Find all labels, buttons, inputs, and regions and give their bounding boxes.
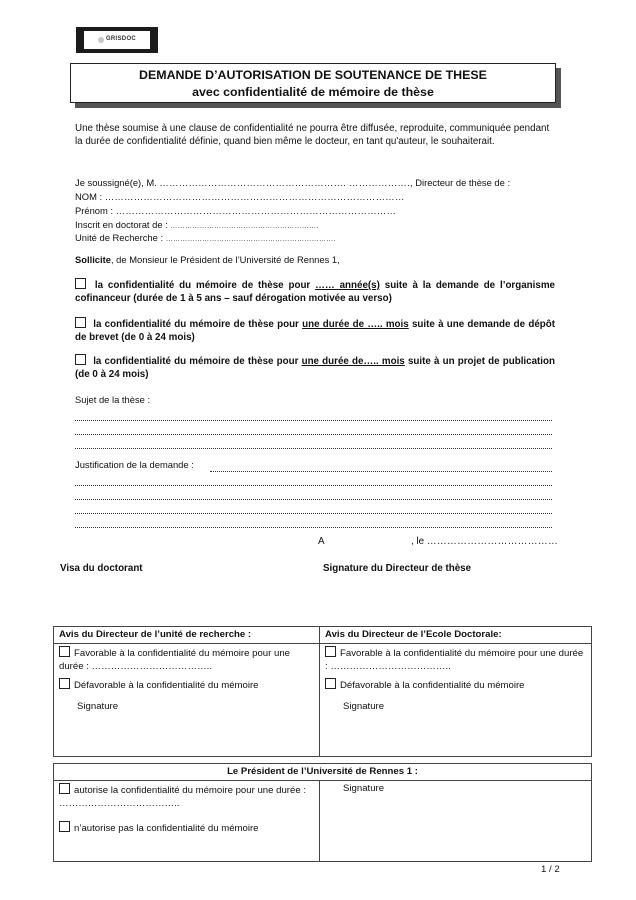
page-number: 1 / 2 (541, 864, 560, 875)
prenom-label: Prénom : (75, 205, 114, 216)
checkbox-publication[interactable] (75, 354, 86, 365)
checkbox-autorise[interactable] (59, 783, 70, 794)
avis-ecole-signature: Signature (343, 700, 385, 712)
sujet-dotline[interactable] (75, 434, 552, 436)
avis-ecole-header: Avis du Directeur de l’Ecole Doctorale: (320, 627, 592, 644)
title-box (70, 63, 556, 103)
avis-unite-header: Avis du Directeur de l’unité de recherche : (54, 627, 320, 644)
sollicite-bold: Sollicite (75, 254, 111, 265)
soussigne-line (75, 177, 510, 189)
prenom-line (75, 205, 396, 217)
option-brevet (75, 317, 555, 344)
logo (76, 27, 158, 53)
president-nautorise (59, 821, 314, 835)
president-signature-cell (320, 781, 592, 862)
checkbox-unite-defavorable[interactable] (59, 678, 70, 689)
checkbox-brevet[interactable] (75, 317, 86, 328)
justification-dotline[interactable] (210, 471, 552, 473)
checkbox-nautorise[interactable] (59, 821, 70, 832)
avis-unite-cell (54, 644, 320, 757)
soussigne-field[interactable]: …………………………………………………. ………………. (159, 177, 411, 188)
option-publication (75, 354, 555, 381)
soussigne-label: Je soussigné(e), M. (75, 177, 157, 188)
justification-dotline[interactable] (75, 527, 552, 529)
justification-label-line (75, 459, 194, 471)
title-line-1: DEMANDE D’AUTORISATION DE SOUTENANCE DE THESE (139, 68, 487, 82)
justification-dotline[interactable] (75, 499, 552, 501)
logo-mark-icon (98, 37, 104, 43)
visa-doctorant: Visa du doctorant (60, 563, 143, 574)
nom-label: NOM : (75, 191, 103, 202)
option-duration-field[interactable]: une durée de ….. mois (302, 319, 409, 330)
president-signature: Signature (343, 783, 385, 795)
unite-line (75, 232, 336, 244)
checkbox-cofinanceur[interactable] (75, 278, 86, 289)
avis-unite-defavorable (59, 678, 314, 692)
title-line-2: avec confidentialité de mémoire de thèse (192, 85, 434, 99)
intro-paragraph: Une thèse soumise à une clause de confidentialité ne pourra être diffusée, reproduite, communiquée pendant la durée de confidentialité définie, quand bien même le docteur, en tant qu'auteur, le souhaiterait. (75, 123, 550, 147)
option-text-a: la confidentialité du mémoire de thèse pour (93, 319, 303, 330)
president-table (53, 763, 592, 862)
sollicite-line (75, 254, 340, 266)
inscrit-label: Inscrit en doctorat de : (75, 219, 168, 230)
defavorable-text: Défavorable à la confidentialité du mémoire (74, 680, 259, 692)
unite-label: Unité de Recherche : (75, 232, 164, 243)
signature-directeur: Signature du Directeur de thèse (323, 563, 472, 574)
avis-unite-signature: Signature (77, 700, 119, 712)
option-duration-field[interactable]: …… année(s) (315, 280, 380, 291)
option-text-b: suite à la demande de l’organisme cofinanceur (durée de 1 à 5 ans – sauf dérogation motivée au verso) (75, 280, 555, 304)
avis-ecole-defavorable (325, 678, 586, 692)
checkbox-ecole-defavorable[interactable] (325, 678, 336, 689)
president-decision-cell (54, 781, 320, 862)
date-field[interactable]: ………………………………… (426, 536, 559, 547)
justification-label: Justification de la demande : (75, 459, 194, 470)
inscrit-field[interactable]: ……………………………………………………. (170, 223, 319, 230)
option-text-b: suite à un projet de publication (de 0 à 24 mois) (75, 356, 555, 380)
avis-table (53, 626, 592, 757)
checkbox-unite-favorable[interactable] (59, 646, 70, 657)
prenom-field[interactable]: …………………………………………………………………………… (115, 205, 397, 216)
president-autorise (59, 783, 314, 810)
unite-field[interactable]: ……………………………………………………………. (165, 236, 336, 243)
favorable-text: Favorable à la confidentialité du mémoire pour une durée : ……………………………….. (59, 648, 290, 672)
place-label: A (318, 536, 325, 547)
sollicite-rest: , de Monsieur le Président de l’Université de Rennes 1, (110, 254, 340, 265)
option-text-b: suite à une demande de dépôt de brevet (de 0 à 24 mois) (75, 319, 555, 343)
president-header: Le Président de l’Université de Rennes 1 : (54, 764, 592, 781)
sujet-dotline[interactable] (75, 448, 552, 450)
option-cofinanceur (75, 278, 555, 305)
avis-ecole-cell (320, 644, 592, 757)
date-label: , le (411, 536, 425, 547)
sujet-dotline[interactable] (75, 420, 552, 422)
nom-line (75, 191, 405, 203)
avis-unite-favorable (59, 646, 314, 673)
date-line (411, 536, 558, 549)
nom-field[interactable]: ………………………………………………………………………………… (104, 191, 405, 202)
option-text-a: la confidentialité du mémoire de thèse pour (94, 280, 316, 291)
justification-dotline[interactable] (75, 513, 552, 515)
nautorise-text: n’autorise pas la confidentialité du mémoire (74, 823, 259, 835)
logo-inner (84, 31, 150, 49)
justification-dotline[interactable] (75, 485, 552, 487)
autorise-text: autorise la confidentialité du mémoire pour une durée : ……………………………….. (59, 785, 306, 809)
option-duration-field[interactable]: une durée de….. mois (301, 356, 405, 367)
checkbox-ecole-favorable[interactable] (325, 646, 336, 657)
logo-text: GRISDOC (105, 36, 137, 43)
sujet-label: Sujet de la thèse : (75, 394, 151, 405)
directeur-label: , Directeur de thèse de : (410, 177, 511, 188)
favorable-text: Favorable à la confidentialité du mémoire pour une durée : ……………………………….. (325, 648, 584, 672)
inscrit-line (75, 219, 319, 231)
option-text-a: la confidentialité du mémoire de thèse pour (93, 356, 302, 367)
avis-ecole-favorable (325, 646, 586, 673)
defavorable-text: Défavorable à la confidentialité du mémoire (340, 680, 525, 692)
